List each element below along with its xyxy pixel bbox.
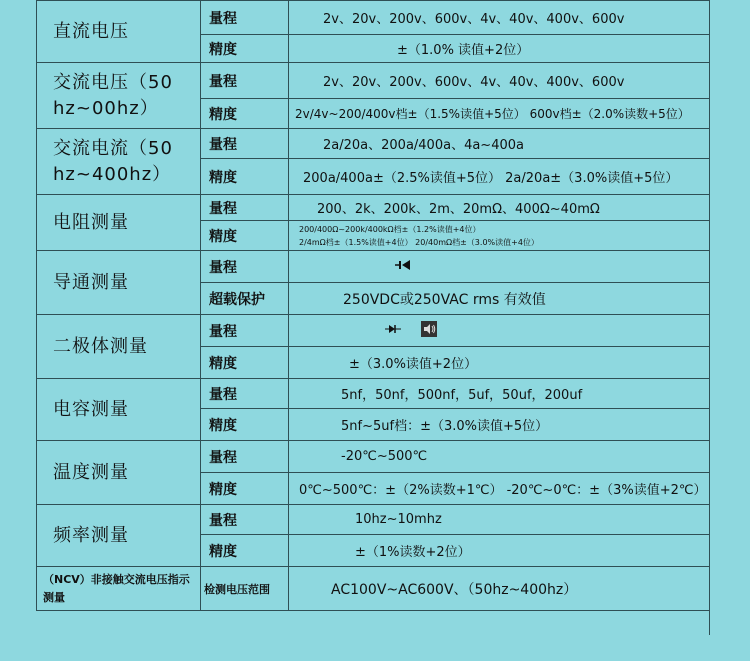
row-label: 量程: [201, 379, 289, 409]
category-ac-voltage: 交流电压（50 hz~00hz）: [37, 63, 201, 129]
row-value: 2v、20v、200v、600v、4v、40v、400v、600v: [289, 1, 710, 35]
row-label: 量程: [201, 315, 289, 347]
row-label: 精度: [201, 473, 289, 505]
table-row: [37, 505, 710, 535]
row-value: 2v、20v、200v、600v、4v、40v、400v、600v: [289, 63, 710, 99]
category-resistance: 电阻测量: [37, 195, 201, 251]
category-capacitance: 电容测量: [37, 379, 201, 441]
category-ac-current: 交流电流（50 hz~400hz）: [37, 129, 201, 195]
row-label: 超载保护: [201, 283, 289, 315]
row-label: 精度: [201, 221, 289, 251]
category-temperature: 温度测量: [37, 441, 201, 505]
category-frequency: 频率测量: [37, 505, 201, 567]
diode-icon: [385, 323, 401, 339]
row-value: 2a/20a、200a/400a、4a~400a: [289, 129, 710, 159]
category-continuity: 导通测量: [37, 251, 201, 315]
row-label: 量程: [201, 505, 289, 535]
row-label: 量程: [201, 441, 289, 473]
continuity-buzzer-icon: [395, 259, 411, 275]
row-value: ±（1.0% 读值+2位）: [289, 35, 710, 63]
row-value-line: 200/400Ω~200k/400kΩ档±（1.2%读值+4位）: [299, 224, 481, 234]
row-value: 200a/400a±（2.5%读值+5位） 2a/20a±（3.0%读值+5位）: [289, 159, 710, 195]
row-label: 量程: [201, 63, 289, 99]
row-label: 精度: [201, 409, 289, 441]
table-row: [37, 63, 710, 99]
row-label: 量程: [201, 251, 289, 283]
row-value: [289, 251, 710, 283]
row-label: 量程: [201, 1, 289, 35]
row-value: 5nf~5uf档：±（3.0%读值+5位）: [289, 409, 710, 441]
row-value: 200、2k、200k、2m、20mΩ、400Ω~40mΩ: [289, 195, 710, 221]
row-label: 精度: [201, 159, 289, 195]
row-label: 量程: [201, 195, 289, 221]
table-row: [37, 1, 710, 35]
category-ncv: （NCV）非接触交流电压指示测量: [37, 567, 201, 611]
row-label: 精度: [201, 347, 289, 379]
row-label: 检测电压范围: [201, 567, 289, 611]
row-value: [289, 221, 710, 251]
row-label: 精度: [201, 99, 289, 129]
row-label: 精度: [201, 35, 289, 63]
speaker-icon: [421, 321, 437, 341]
row-value: 10hz~10mhz: [289, 505, 710, 535]
row-value: AC100V~AC600V、（50hz~400hz）: [289, 567, 710, 611]
table-row: [37, 315, 710, 347]
row-value: 0℃~500℃：±（2%读数+1℃） -20℃~0℃：±（3%读值+2℃）: [289, 473, 710, 505]
row-value-line: 2/4mΩ档±（1.5%读值+4位） 20/40mΩ档±（3.0%读值+4位）: [299, 237, 539, 247]
row-value: 2v/4v~200/400v档±（1.5%读值+5位） 600v档±（2.0%读数+5位）: [289, 99, 710, 129]
table-row: [37, 379, 710, 409]
row-value: [289, 315, 710, 347]
table-edge-line: [709, 575, 710, 635]
row-value: -20℃~500℃: [289, 441, 710, 473]
table-row: [37, 567, 710, 611]
spec-table: [36, 0, 710, 611]
row-label: 精度: [201, 535, 289, 567]
category-diode: 二极体测量: [37, 315, 201, 379]
row-value: ±（1%读数+2位）: [289, 535, 710, 567]
row-value: ±（3.0%读值+2位）: [289, 347, 710, 379]
category-dc-voltage: 直流电压: [37, 1, 201, 63]
row-value: 5nf，50nf，500nf，5uf，50uf，200uf: [289, 379, 710, 409]
table-row: [37, 195, 710, 221]
row-label: 量程: [201, 129, 289, 159]
table-row: [37, 441, 710, 473]
table-row: [37, 251, 710, 283]
table-row: [37, 129, 710, 159]
row-value: 250VDC或250VAC rms 有效值: [289, 283, 710, 315]
